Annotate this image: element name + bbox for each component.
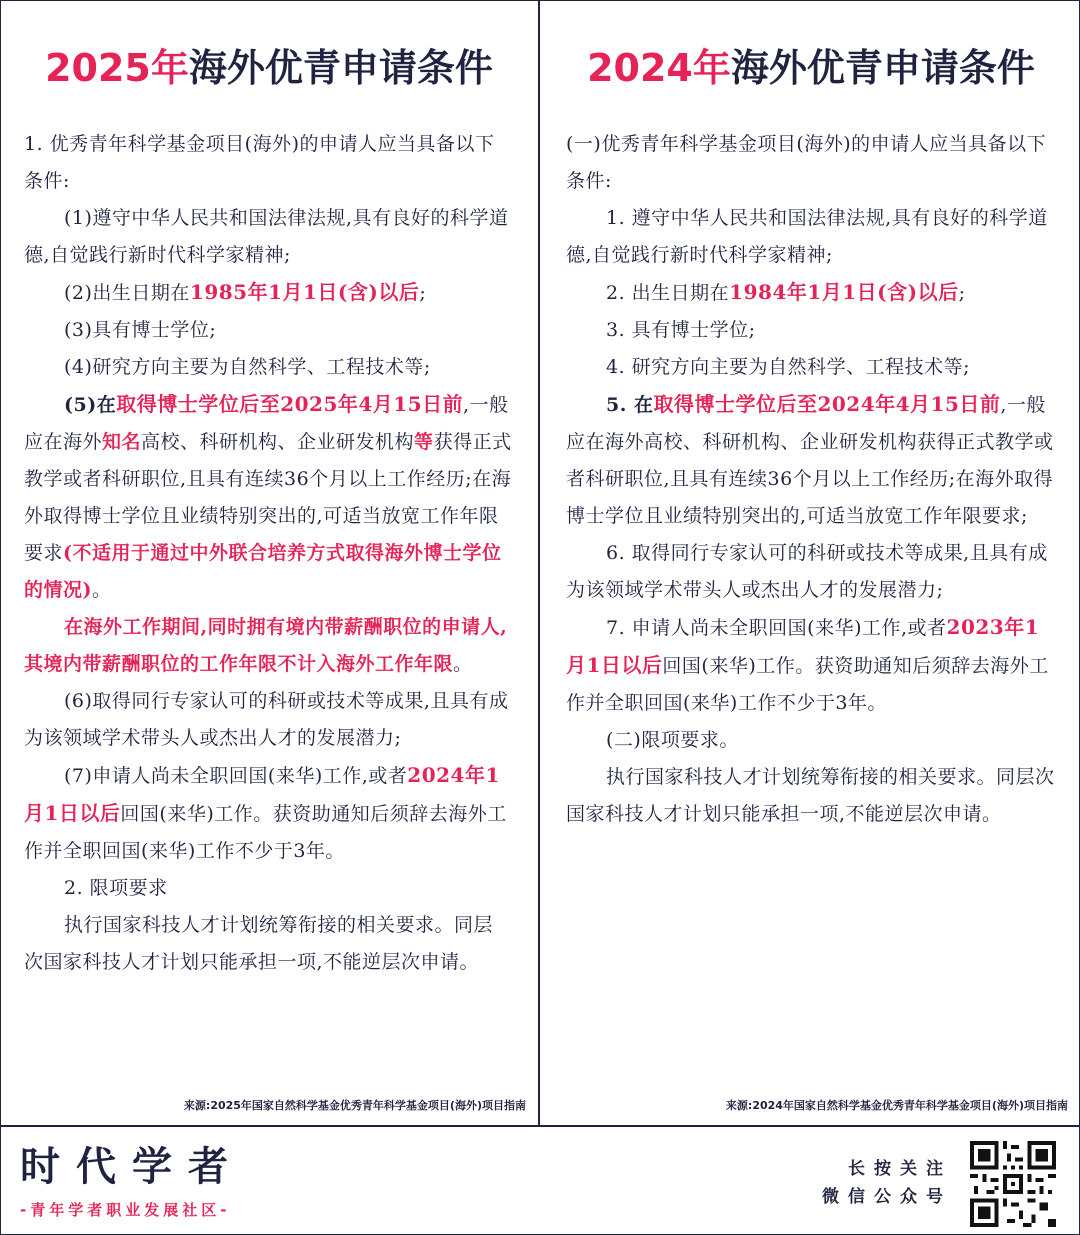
column-2025 bbox=[0, 0, 540, 1125]
section-2-text: 执行国家科技人才计划统筹衔接的相关要求。同层次国家科技人才计划只能承担一项,不能逆层次申请。 bbox=[566, 766, 1055, 825]
highlight-return-date: 2023年1月1日以后 bbox=[566, 615, 1040, 677]
title-year: 2025年 bbox=[45, 46, 189, 90]
condition-5: (5)在取得博士学位后至2025年4月15日前,一般应在海外知名高校、科研机构、企业研发机构等获得正式教学或者科研职位,且具有连续36个月以上工作经历;在海外取得博士学位且业绩特别突出的,可适当放宽工作年限要求(不适用于通过中外联合培养方式取得海外博士学位的情况)。 bbox=[24, 392, 512, 601]
conditions-body-2024 bbox=[566, 126, 1056, 833]
highlight-deadline: 取得博士学位后至2024年4月15日前 bbox=[653, 392, 1001, 416]
brand-slogan: -青年学者职业发展社区- bbox=[20, 1201, 231, 1219]
highlight-deadline: 取得博士学位后至2025年4月15日前 bbox=[116, 392, 464, 416]
footer bbox=[0, 1125, 1080, 1235]
note-domestic-position: 在海外工作期间,同时拥有境内带薪酬职位的申请人,其境内带薪酬职位的工作年限不计入海外工作年限。 bbox=[24, 616, 508, 675]
section-1-heading: 1. 优秀青年科学基金项目(海外)的申请人应当具备以下条件: bbox=[24, 133, 495, 192]
section-2-heading: 2. 限项要求 bbox=[64, 877, 168, 899]
title-text: 海外优青申请条件 bbox=[188, 46, 493, 90]
title-2025 bbox=[0, 40, 538, 96]
section-2-heading: (二)限项要求。 bbox=[606, 729, 739, 751]
conditions-body-2025 bbox=[24, 126, 512, 981]
follow-prompt bbox=[822, 1155, 952, 1211]
highlight-birthdate: 1984年1月1日(含)以后 bbox=[729, 280, 959, 304]
highlight-joint-training: (不适用于通过中外联合培养方式取得海外博士学位的情况) bbox=[24, 542, 502, 601]
source-note-2024: 来源:2024年国家自然科学基金优秀青年科学基金项目(海外)项目指南 bbox=[725, 1099, 1068, 1112]
section-2-text: 执行国家科技人才计划统筹衔接的相关要求。同层次国家科技人才计划只能承担一项,不能逆层次申请。 bbox=[24, 914, 494, 973]
highlight-birthdate: 1985年1月1日(含)以后 bbox=[189, 280, 420, 304]
condition-5: 5. 在取得博士学位后至2024年4月15日前,一般应在海外高校、科研机构、企业研发机构获得正式教学或者科研职位,且具有连续36个月以上工作经历;在海外取得博士学位且业绩特别突出的,可适当放宽工作年限要求; bbox=[566, 392, 1054, 527]
highlight-etc: 等 bbox=[414, 431, 434, 453]
title-year: 2024年 bbox=[587, 46, 731, 90]
condition-1: 1. 遵守中华人民共和国法律法规,具有良好的科学道德,自觉践行新时代科学家精神; bbox=[566, 207, 1048, 266]
follow-line-2: 微信公众号 bbox=[822, 1187, 952, 1207]
title-2024 bbox=[542, 40, 1080, 96]
brand-name: 时代学者 bbox=[20, 1144, 244, 1190]
condition-6: 6. 取得同行专家认可的科研或技术等成果,且具有成为该领域学术带头人或杰出人才的发展潜力; bbox=[566, 542, 1048, 601]
condition-2: (2)出生日期在1985年1月1日(含)以后; bbox=[64, 280, 427, 304]
condition-6: (6)取得同行专家认可的科研或技术等成果,且具有成为该领域学术带头人或杰出人才的发展潜力; bbox=[24, 690, 509, 749]
qr-code-icon[interactable] bbox=[970, 1141, 1056, 1227]
highlight-known: 知名 bbox=[102, 431, 142, 453]
condition-4: 4. 研究方向主要为自然科学、工程技术等; bbox=[606, 356, 971, 378]
condition-3: (3)具有博士学位; bbox=[64, 319, 217, 341]
source-note-2025: 来源:2025年国家自然科学基金优秀青年科学基金项目(海外)项目指南 bbox=[183, 1099, 526, 1112]
condition-3: 3. 具有博士学位; bbox=[606, 319, 756, 341]
follow-line-1: 长按关注 bbox=[848, 1159, 952, 1179]
section-1-heading: (一)优秀青年科学基金项目(海外)的申请人应当具备以下条件: bbox=[566, 133, 1047, 192]
title-text: 海外优青申请条件 bbox=[730, 46, 1035, 90]
column-2024 bbox=[542, 0, 1080, 1125]
condition-7: (7)申请人尚未全职回国(来华)工作,或者2024年1月1日以后回国(来华)工作。获资助通知后须辞去海外工作并全职回国(来华)工作不少于3年。 bbox=[24, 763, 507, 862]
highlight-return-date: 2024年1月1日以后 bbox=[24, 763, 500, 825]
condition-1: (1)遵守中华人民共和国法律法规,具有良好的科学道德,自觉践行新时代科学家精神; bbox=[24, 207, 509, 266]
condition-7: 7. 申请人尚未全职回国(来华)工作,或者2023年1月1日以后回国(来华)工作。获资助通知后须辞去海外工作并全职回国(来华)工作不少于3年。 bbox=[566, 615, 1049, 714]
condition-4: (4)研究方向主要为自然科学、工程技术等; bbox=[64, 356, 431, 378]
condition-2: 2. 出生日期在1984年1月1日(含)以后; bbox=[606, 280, 966, 304]
